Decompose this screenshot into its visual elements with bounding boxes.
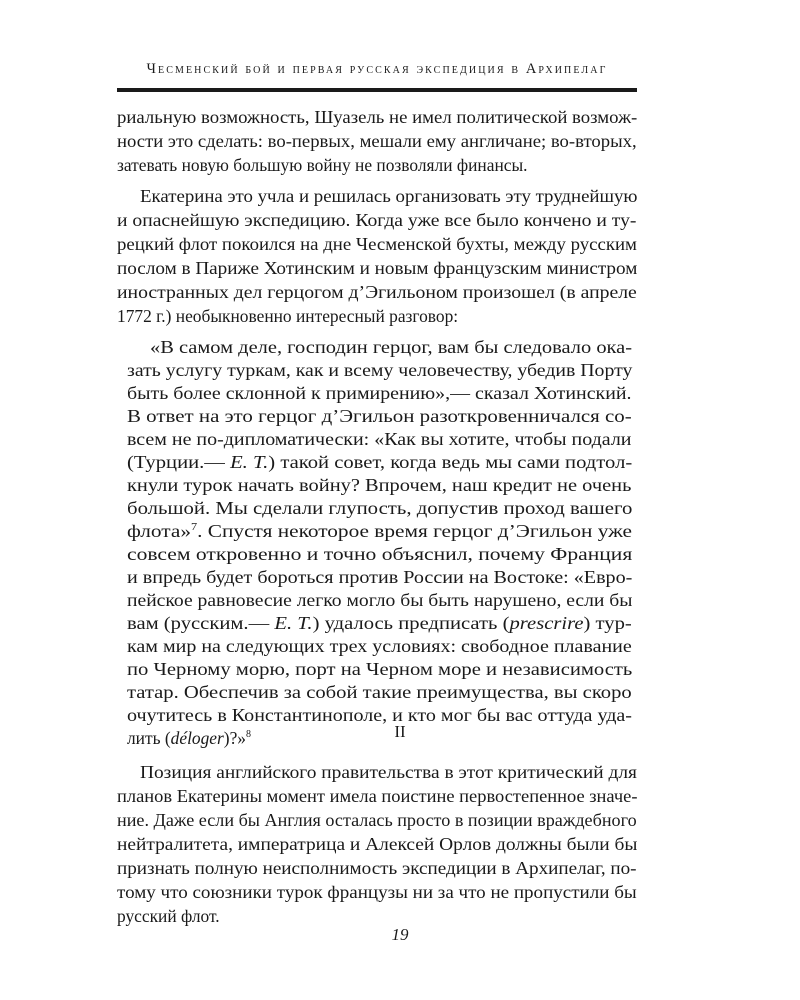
text-line: риальную возможность, Шуазель не имел политической возмож- (117, 107, 638, 127)
running-header: Чесменский бой и первая русская экспедиция в Архипелаг (146, 61, 608, 77)
text-line: ности это сделать: во-первых, мешали ему англичане; во-вторых, (117, 131, 637, 151)
quote-line: зать услугу туркам, как и всему человечеству, убедив Порту (127, 360, 633, 380)
footnote-marker: 7 (191, 522, 198, 533)
quote-line: очутитесь в Константинополе, и кто мог бы вас оттуда уда- (127, 705, 632, 725)
quote-line: большой. Мы сделали глупость, допустив проход вашего (127, 498, 633, 518)
quote-line: быть более склонной к примирению»,— сказал Хотинский. (127, 383, 632, 403)
text-line: затевать новую большую войну не позволяли финансы. (117, 155, 528, 175)
quote-line: кнули турок начать войну? Впрочем, наш кредит не очень (127, 475, 632, 495)
initials: Е. Т. (230, 452, 269, 472)
text-line: рецкий флот покоился на дне Чесменской бухты, между русским (117, 234, 637, 254)
text-line: Позиция английского правительства в этот критический для (140, 762, 637, 782)
foreign-term: prescrire (509, 613, 584, 633)
quote-line: татар. Обеспечив за собой такие преимущества, вы скоро (127, 682, 632, 702)
quote-line: флота»$^7$. Спустя некоторое время герцог д’Эгильон уже (127, 521, 633, 541)
initials: Е. Т. (274, 613, 313, 633)
quote-line: (Турции.— Е. Т.) такой совет, когда ведь мы сами подтол- (127, 452, 633, 472)
footnote-marker: 8 (246, 729, 251, 740)
text-line: русский флот. (117, 906, 220, 926)
text-line: тому что союзники турок французы ни за что не пропустили бы (117, 882, 637, 902)
quote-line: В ответ на это герцог д’Эгильон разоткровенничался со- (127, 406, 632, 426)
text-line: ние. Даже если бы Англия осталась просто в позиции враждебного (117, 810, 637, 830)
quote-line: совсем откровенно и точно объяснил, почему Франция (127, 544, 633, 564)
text-line: планов Екатерины момент имела поистине первостепенное значе- (117, 786, 638, 806)
quote-line: по Черному морю, порт на Черном море и независимость (127, 659, 633, 679)
text-line: нейтралитета, императрица и Алексей Орлов должны были бы (117, 834, 638, 854)
quote-line: вам (русским.— Е. Т.) удалось предписать (prescrire) тур- (127, 613, 632, 633)
text-line: признать полную неисполнимость экспедиции в Архипелаг, по- (117, 858, 637, 878)
quote-line: и впредь будет бороться против России на Востоке: «Евро- (127, 567, 633, 587)
text-line: послом в Париже Хотинским и новым французским министром (117, 258, 638, 278)
text-line: Екатерина это учла и решилась организовать эту труднейшую (140, 186, 638, 206)
quote-line: лить (déloger)?»$^8$ (127, 728, 251, 748)
quote-line: кам мир на следующих трех условиях: свободное плавание (127, 636, 632, 656)
text-line: 1772 г.) необыкновенно интересный разговор: (117, 306, 459, 326)
quote-line: всем не по-дипломатически: «Как вы хотите, чтобы подали (127, 429, 632, 449)
quote-line: «В самом деле, господин герцог, вам бы следовало ока- (150, 337, 633, 357)
text-line: и опаснейшую экспедицию. Когда уже все было кончено и ту- (117, 210, 637, 230)
header-rule (117, 88, 637, 92)
section-heading: II (394, 722, 406, 741)
text-line: иностранных дел герцогом д’Эгильоном произошел (в апреле (117, 282, 637, 302)
page-number: 19 (391, 925, 409, 944)
quote-line: пейское равновесие легко могло бы быть нарушено, если бы (127, 590, 633, 610)
foreign-term: déloger (170, 728, 224, 748)
